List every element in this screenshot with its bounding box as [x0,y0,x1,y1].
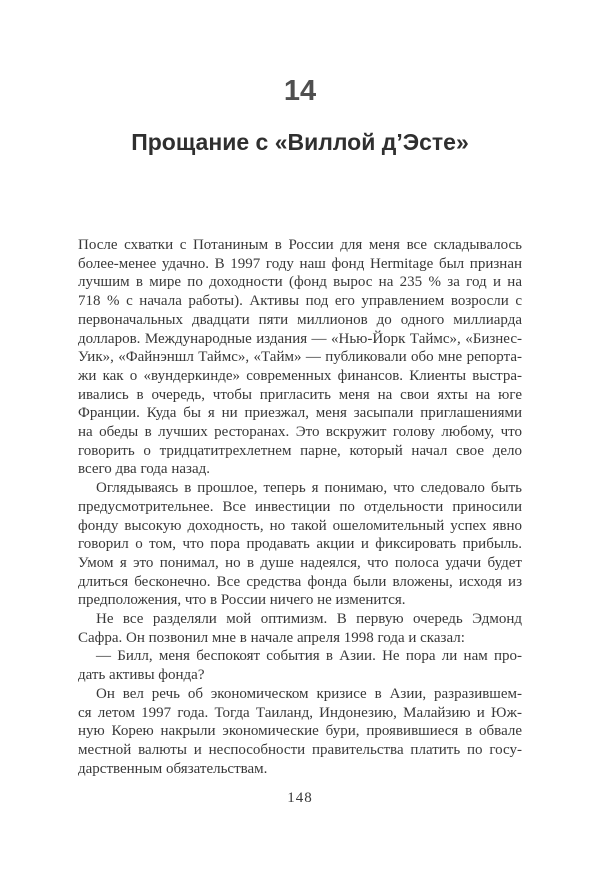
text-line: дарственным обязательствам. [78,760,268,777]
text-line: всего два года назад. [78,461,210,478]
text-line: дать активы фонда? [78,667,205,684]
body-text [78,236,522,778]
text-line: лучшим в мире по доходности (фонд вырос на 235 % за год и на [78,274,522,291]
text-line: ную Корею накрыли экономические бури, проявившиеся в обвале [78,723,522,740]
text-line: говорить о тридцатитрехлетнем парне, который начал свое дело [78,442,522,459]
paragraph [78,647,522,684]
text-line: ивались в очередь, чтобы пригласить меня на свои яхты на юге [78,386,522,403]
text-line: Не все разделяли мой оптимизм. В первую очередь Эдмонд [96,611,522,628]
text-line: более-менее удачно. В 1997 году наш фонд Hermitage был признан [78,255,522,272]
paragraph [78,479,522,610]
text-line: ся летом 1997 года. Тогда Таиланд, Индонезию, Малайзию и Юж- [78,704,522,721]
page-number: 148 [287,790,313,806]
text-line: После схватки с Потаниным в России для меня все складывалось [78,237,522,253]
text-line: — Билл, меня беспокоят события в Азии. Не пора ли нам про- [96,648,522,665]
text-line: первоначальных двадцати пяти миллионов до одного миллиарда [78,311,522,328]
text-line: на обеды в лучших ресторанах. Это вскружит голову любому, что [78,424,522,441]
chapter-number: 14 [283,75,317,107]
text-line: жи как о «вундеркинде» современных финансов. Клиенты выстра- [78,367,522,384]
text-line: Сафра. Он позвонил мне в начале апреля 1998 года и сказал: [78,629,465,646]
text-line: фонду высокую доходность, но такой ошеломительный успех явно [78,517,522,534]
text-line: Франции. Куда бы я ни приезжал, меня засыпали приглашениями [78,405,522,422]
paragraph [78,236,522,479]
paragraph [78,610,522,647]
text-line: предположения, что в России ничего не изменится. [78,592,406,609]
chapter-title: Прощание с «Виллой д’Эсте» [131,129,469,155]
text-line: Умом я это понимал, но в душе надеялся, что полоса удачи будет [78,554,522,571]
text-line: говорил о том, что пора продавать акции и фиксировать прибыль. [78,536,522,553]
text-line: 718 % с начала работы). Активы под его управлением возросли с [78,293,522,310]
paragraph [78,685,522,779]
text-line: Оглядываясь в прошлое, теперь я понимаю, что следовало быть [96,480,522,497]
text-line: предусмотрительнее. Все инвестиции по отдельности приносили [78,498,522,515]
text-line: долларов. Международные издания — «Нью-Йорк Таймс», «Бизнес- [78,330,522,347]
text-line: длиться бесконечно. Все средства фонда были вложены, исходя из [78,573,522,590]
text-line: местной валюты и неспособности правительства платить по госу- [78,741,522,758]
text-line: Уик», «Файнэншл Таймс», «Тайм» — публиковали обо мне репорта- [78,349,522,366]
text-line: Он вел речь об экономическом кризисе в Азии, разразившем- [96,685,522,702]
